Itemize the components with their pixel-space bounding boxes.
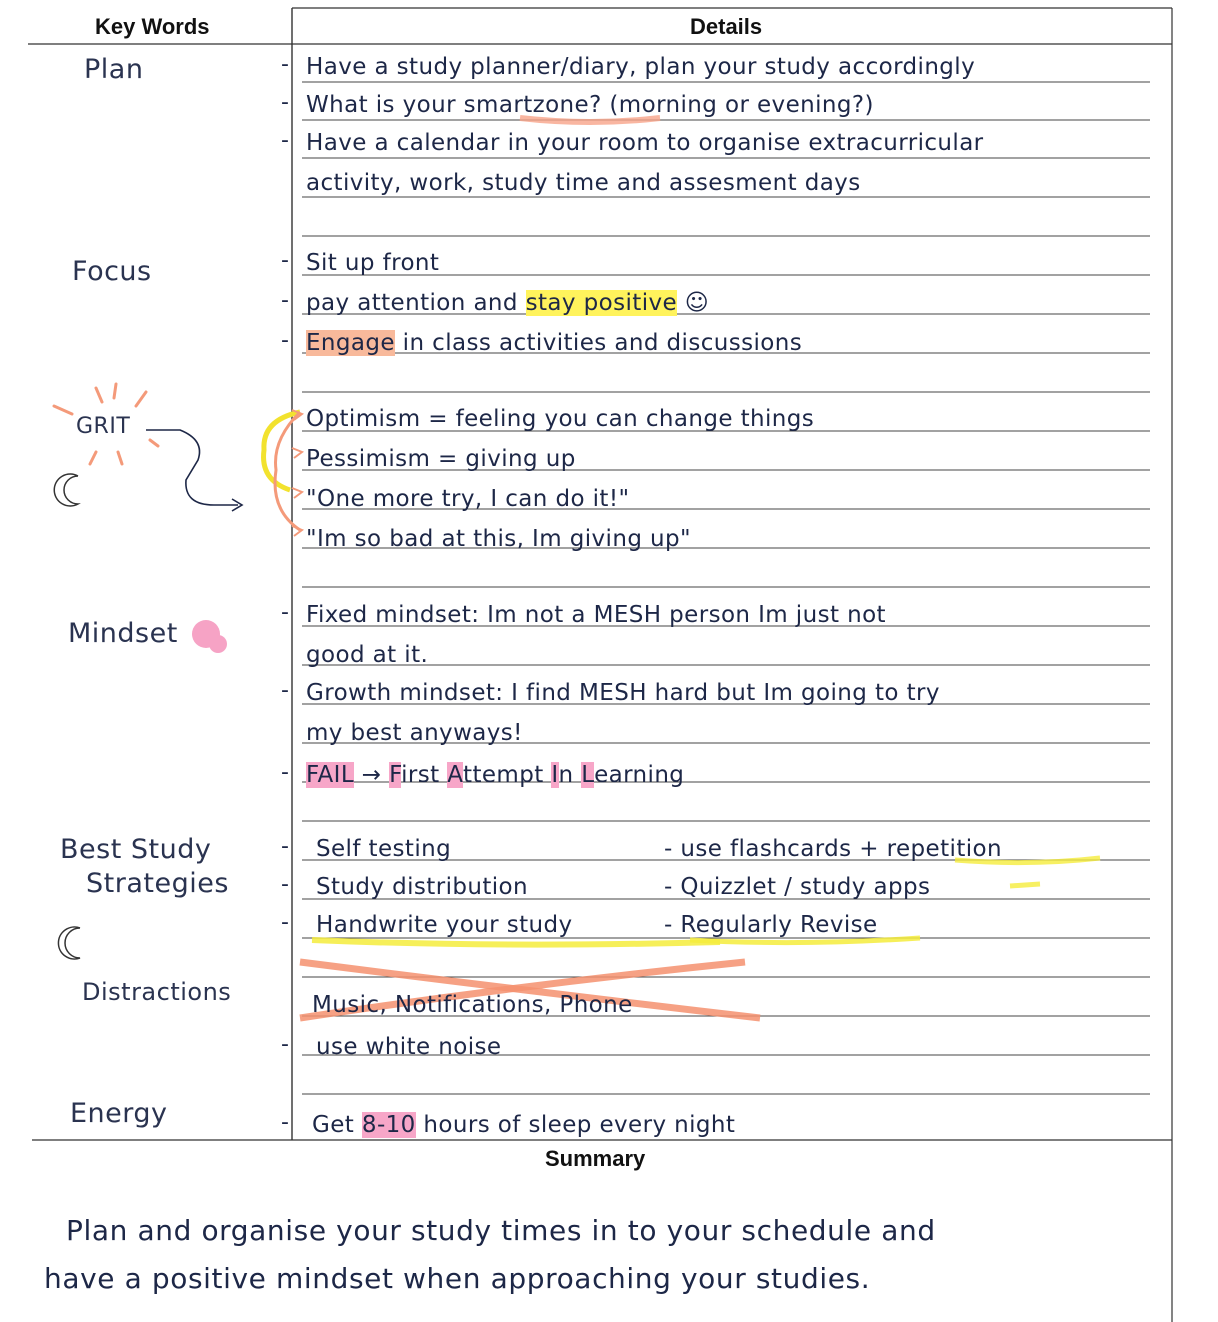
sleep-hours-highlight: 8-10: [361, 1112, 416, 1138]
smartzone-highlight: smartzone?: [463, 92, 602, 118]
mindset-line-1: Fixed mindset: Im not a MESH person Im just not: [306, 602, 886, 628]
summary-line-2: have a positive mindset when approaching your studies.: [44, 1262, 871, 1295]
bullet-dash: -: [281, 600, 289, 625]
bullet-dash: -: [281, 1032, 289, 1057]
bullet-dash: -: [281, 760, 289, 785]
engage-highlight: Engage: [306, 330, 395, 356]
grit-line-1: Optimism = feeling you can change things: [306, 406, 815, 432]
strategy-right-3: - Regularly Revise: [664, 912, 878, 938]
strategy-left-1: Self testing: [316, 836, 452, 862]
keyword-plan: Plan: [84, 54, 144, 85]
distractions-line-1: Music, Notifications, Phone: [312, 992, 633, 1018]
bullet-dash: -: [281, 248, 289, 273]
keyword-energy: Energy: [70, 1098, 168, 1129]
grit-line-2: Pessimism = giving up: [306, 446, 576, 472]
bullet-dash: -: [281, 90, 289, 115]
grit-line-4: "Im so bad at this, Im giving up": [306, 526, 691, 552]
keyword-distractions: Distractions: [82, 978, 232, 1006]
energy-line-1: Get 8-10 hours of sleep every night: [312, 1112, 736, 1138]
distractions-line-2: use white noise: [316, 1034, 502, 1060]
mindset-line-3: Growth mindset: I find MESH hard but Im going to try: [306, 680, 940, 706]
strategy-right-1: - use flashcards + repetition: [664, 836, 1002, 862]
keyword-strategies: Strategies: [86, 868, 229, 899]
plan-line-3: Have a calendar in your room to organise extracurricular: [306, 130, 984, 156]
bullet-dash: -: [281, 328, 289, 353]
repetition-text: repetition: [886, 836, 1002, 862]
key-words-header: Key Words: [95, 14, 210, 39]
plan-line-1: Have a study planner/diary, plan your study accordingly: [306, 54, 976, 80]
summary-line-1: Plan and organise your study times in to your schedule and: [66, 1214, 936, 1247]
fail-highlight: FAIL: [306, 762, 355, 788]
focus-line-2: pay attention and stay positive ☺: [306, 290, 710, 316]
plan-line-4: activity, work, study time and assesment days: [306, 170, 861, 196]
bullet-dash: -: [281, 678, 289, 703]
keyword-focus: Focus: [72, 256, 152, 287]
summary-header: Summary: [545, 1146, 646, 1171]
strategy-right-2: - Quizzlet / study apps: [664, 874, 931, 900]
mindset-line-5: FAIL → First Attempt In Learning: [306, 762, 685, 788]
mindset-line-2: good at it.: [306, 642, 429, 668]
mindset-line-4: my best anyways!: [306, 720, 523, 746]
focus-line-3: Engage in class activities and discussions: [306, 330, 803, 356]
bullet-dash: -: [281, 1110, 289, 1135]
bullet-dash: -: [281, 910, 289, 935]
keyword-mindset: Mindset: [68, 618, 178, 649]
focus-line-1: Sit up front: [306, 250, 440, 276]
stay-positive-highlight: stay positive: [525, 290, 678, 316]
details-header: Details: [690, 14, 763, 39]
bullet-dash: -: [281, 128, 289, 153]
strategy-left-3: Handwrite your study: [316, 912, 573, 938]
bullet-dash: -: [281, 872, 289, 897]
strategy-left-2: Study distribution: [316, 874, 528, 900]
grit-line-3: "One more try, I can do it!": [306, 486, 630, 512]
bullet-dash: -: [281, 288, 289, 313]
bullet-dash: -: [281, 834, 289, 859]
keyword-grit: GRIT: [76, 414, 131, 439]
bullet-dash: -: [281, 52, 289, 77]
plan-line-2: What is your smartzone? (morning or evening?): [306, 92, 874, 118]
keyword-best-study: Best Study: [60, 834, 212, 865]
